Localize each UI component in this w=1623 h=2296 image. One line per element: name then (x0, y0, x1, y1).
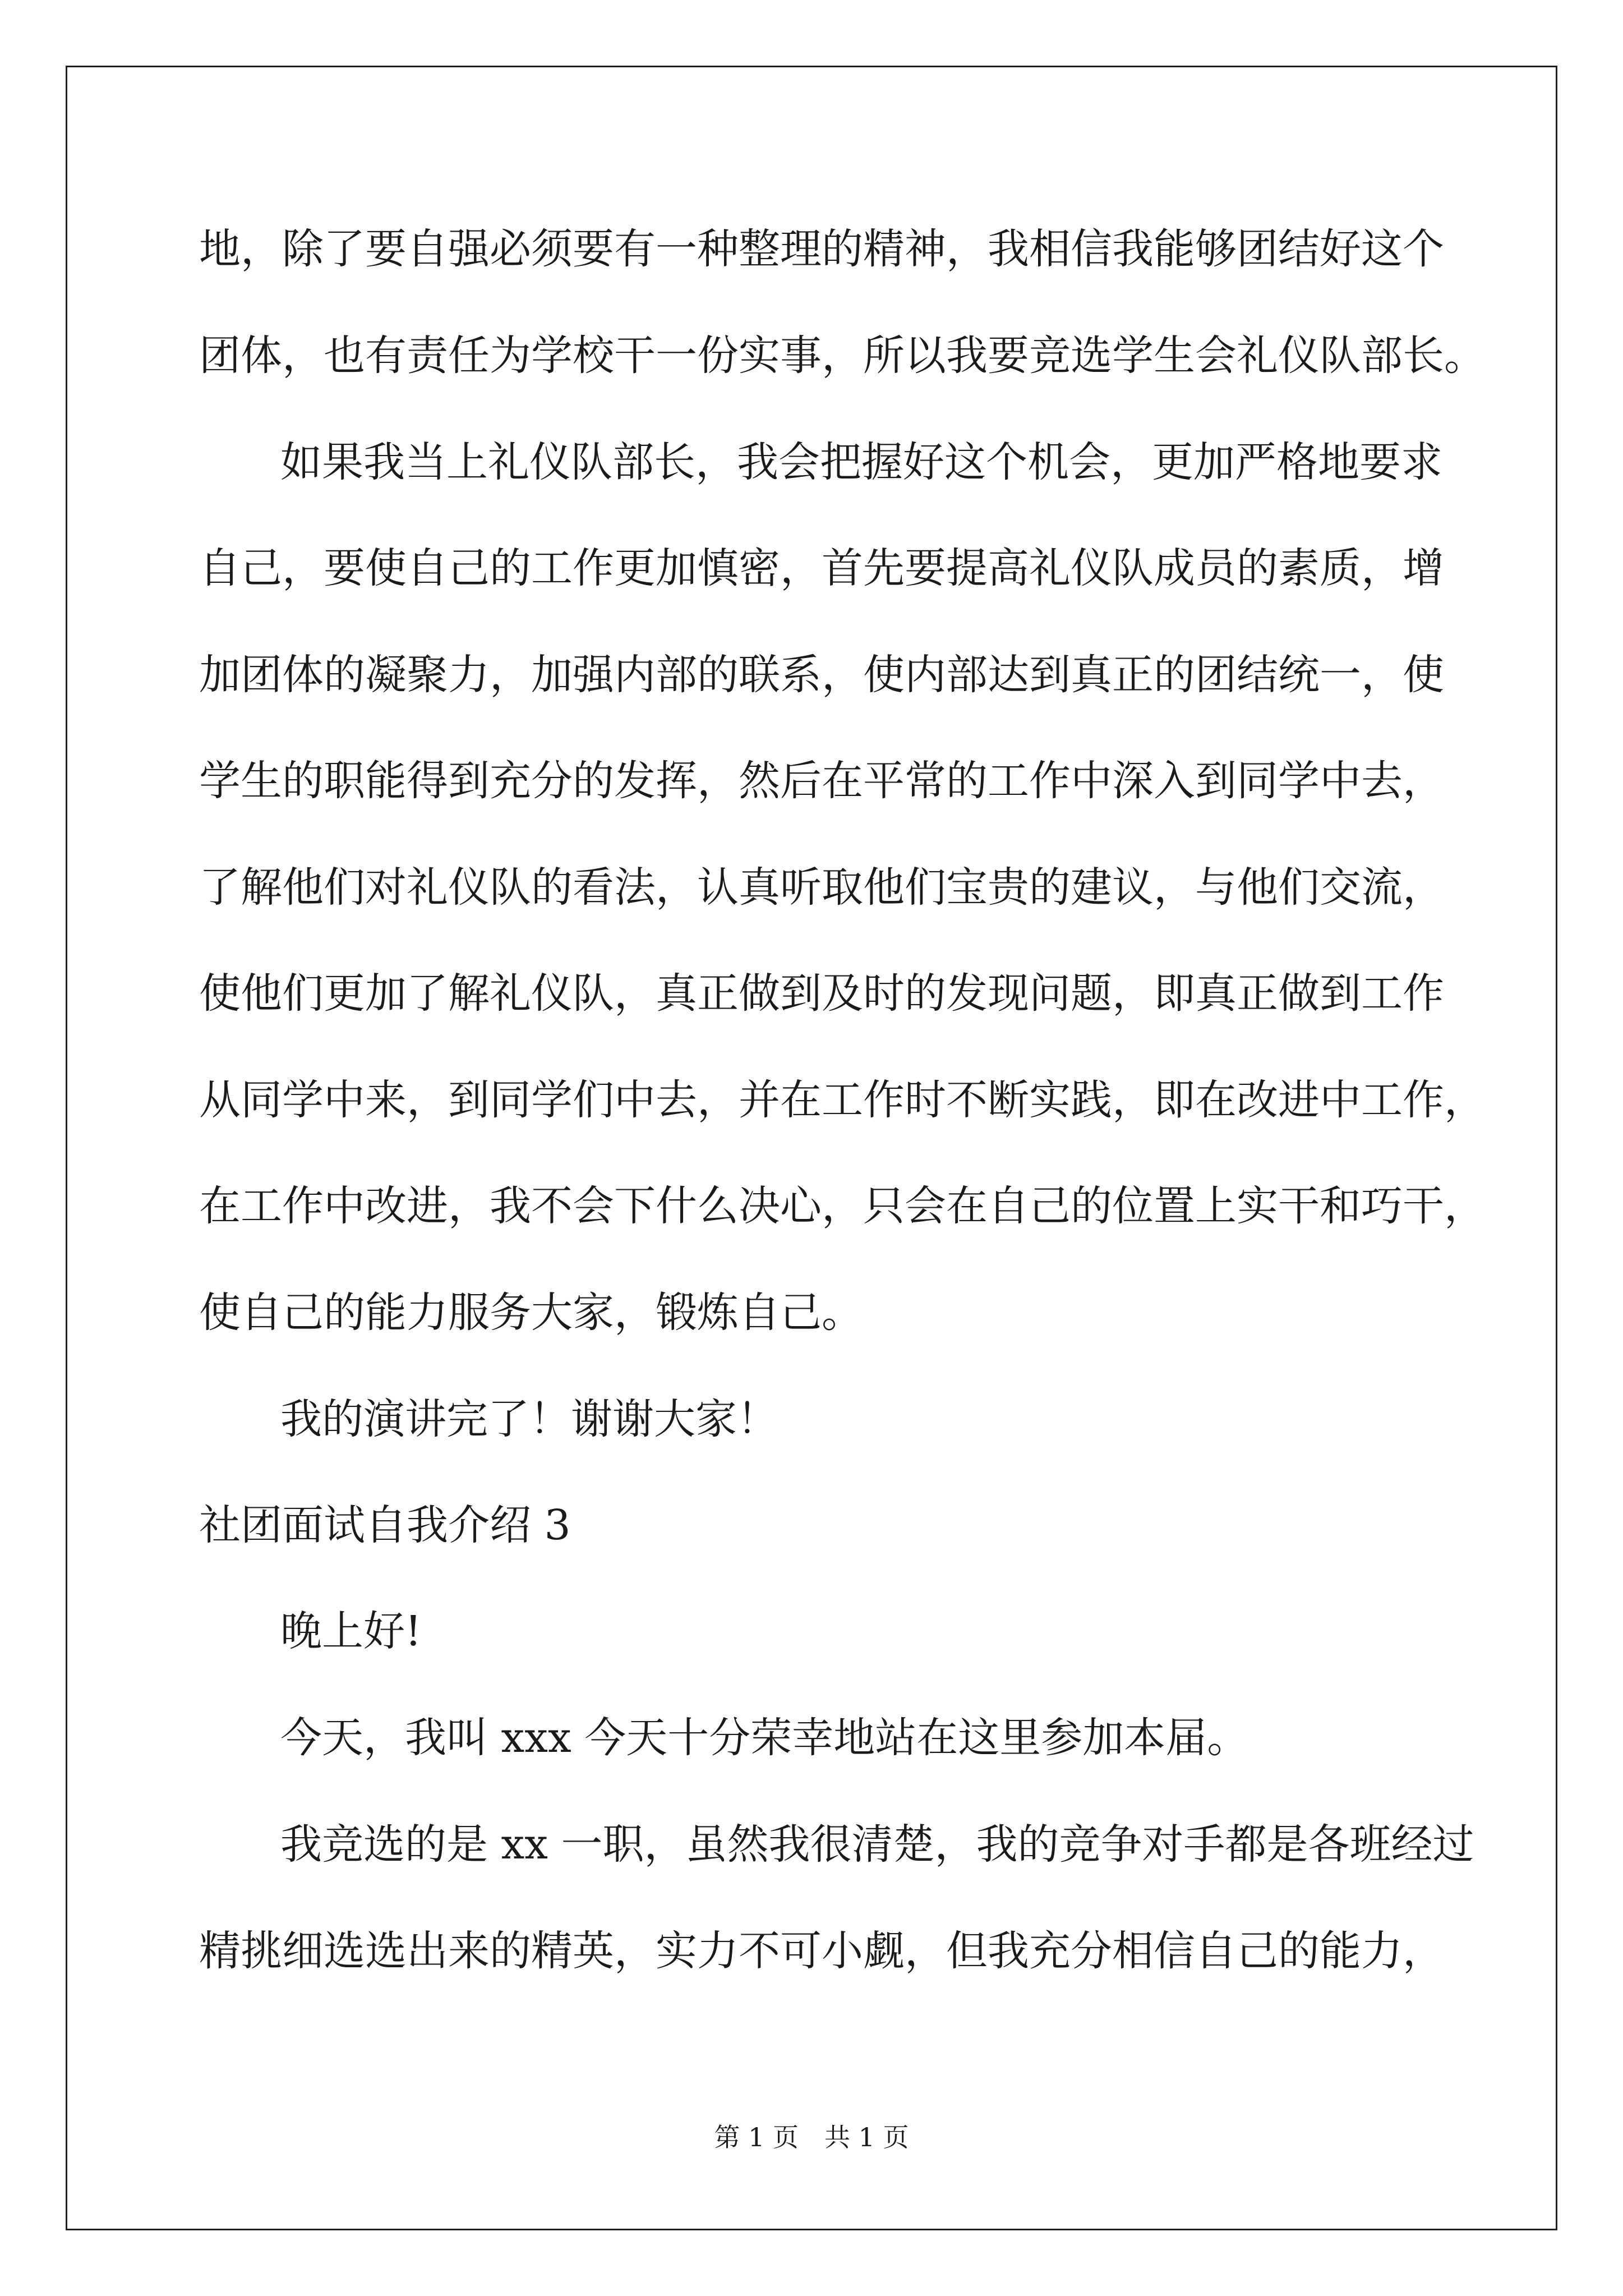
text-line: 在工作中改进，我不会下什么决心，只会在自己的位置上实干和巧干， (199, 1182, 1486, 1230)
paragraph-start: 我的演讲完了！谢谢大家！ (280, 1395, 778, 1443)
text-line: 团体，也有责任为学校干一份实事，所以我要竞选学生会礼仪队部长。 (199, 332, 1486, 380)
text-line: 使自己的能力服务大家，锻炼自己。 (199, 1289, 863, 1337)
text-line: 自己，要使自己的工作更加慎密，首先要提高礼仪队成员的素质，增 (199, 544, 1444, 592)
paragraph-start: 如果我当上礼仪队部长，我会把握好这个机会，更加严格地要求 (280, 438, 1442, 486)
paragraph-start: 今天，我叫 xxx 今天十分荣幸地站在这里参加本届。 (280, 1714, 1249, 1762)
text-line: 加团体的凝聚力，加强内部的联系，使内部达到真正的团结统一，使 (199, 651, 1444, 699)
paragraph-start: 我竞选的是 xx 一职，虽然我很清楚，我的竞争对手都是各班经过 (280, 1820, 1474, 1869)
paragraph-start: 晚上好! (280, 1607, 422, 1655)
section-heading: 社团面试自我介绍 3 (199, 1501, 571, 1549)
text-line: 学生的职能得到充分的发挥，然后在平常的工作中深入到同学中去， (199, 757, 1444, 805)
page-border (66, 66, 1557, 2230)
text-line: 从同学中来，到同学们中去，并在工作时不断实践，即在改进中工作， (199, 1076, 1486, 1124)
text-line: 地，除了要自强必须要有一种整理的精神，我相信我能够团结好这个 (199, 225, 1444, 273)
page-footer: 第 1 页 共 1 页 (714, 2122, 909, 2152)
text-line: 使他们更加了解礼仪队，真正做到及时的发现问题，即真正做到工作 (199, 969, 1444, 1018)
text-line: 了解他们对礼仪队的看法，认真听取他们宝贵的建议，与他们交流， (199, 863, 1444, 912)
text-line: 精挑细选选出来的精英，实力不可小觑，但我充分相信自己的能力， (199, 1927, 1444, 1975)
